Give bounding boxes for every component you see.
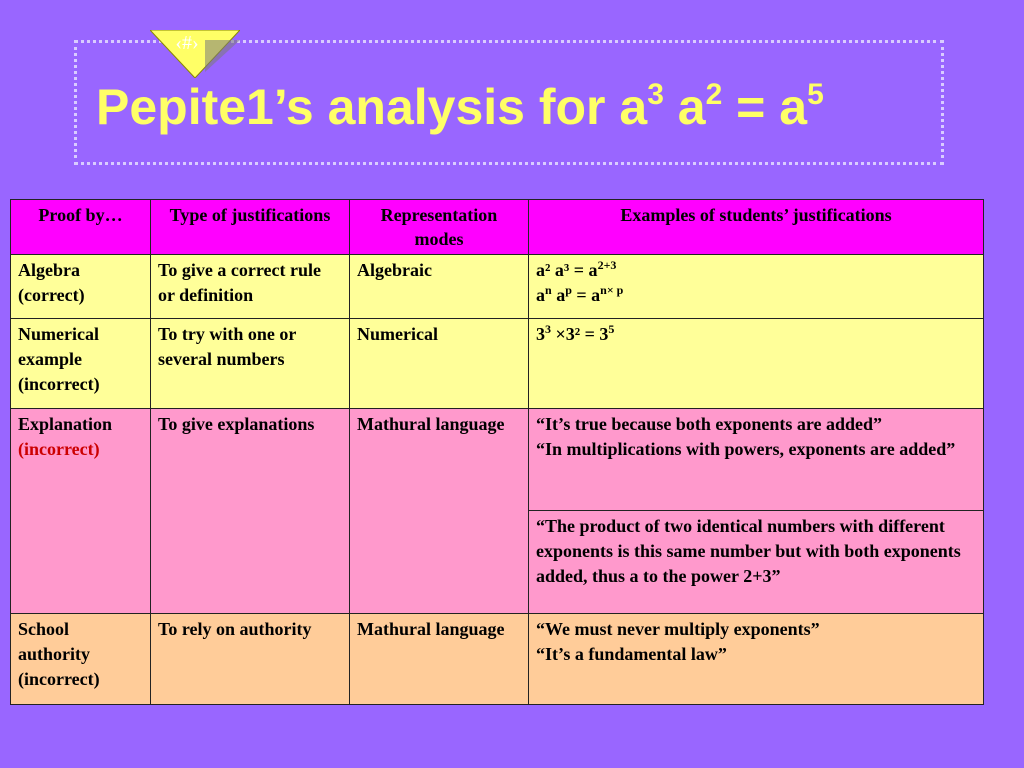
header-type: Type of justifications: [151, 200, 350, 255]
cell-example-school: “We must never multiply exponents” “It’s a fundamental law”: [529, 614, 984, 705]
cell-mode-explanation: Mathural language: [350, 409, 529, 614]
slide-number: ‹#›: [175, 32, 199, 54]
cell-proof-school: School authority (incorrect): [11, 614, 151, 705]
cell-type-explanation: To give explanations: [151, 409, 350, 614]
cell-example-algebra: a² $a^3 = a^{2+3}$ $a^n$ $a^p = a^{n\times p}$: [529, 255, 984, 319]
cell-type-algebra: To give a correct rule or definition: [151, 255, 350, 319]
page-title: Pepite1’s analysis for $a^3$ $a^2 = a^5$: [96, 78, 824, 135]
table-row-algebra: [11, 255, 984, 319]
header-proof-by: Proof by…: [11, 200, 151, 255]
header-modes: Representation modes: [350, 200, 529, 255]
table-header-row: [11, 200, 984, 255]
cell-mode-numerical: Numerical: [350, 319, 529, 409]
cell-example-numerical: $3^3 \times 3^2 = 3^5$: [529, 319, 984, 409]
table-row-numerical: [11, 319, 984, 409]
header-examples: Examples of students’ justifications: [529, 200, 984, 255]
cell-proof-numerical: Numerical example (incorrect): [11, 319, 151, 409]
cell-mode-school: Mathural language: [350, 614, 529, 705]
cell-type-numerical: To try with one or several numbers: [151, 319, 350, 409]
cell-type-school: To rely on authority: [151, 614, 350, 705]
analysis-table: [10, 199, 984, 705]
table-row-explanation: [11, 409, 984, 511]
cell-mode-algebra: Algebraic: [350, 255, 529, 319]
table-row-school: [11, 614, 984, 705]
cell-proof-explanation: Explanation (incorrect): [11, 409, 151, 614]
cell-example-explanation-1: “It’s true because both exponents are added” “In multiplications with powers, exponents are added”: [529, 409, 984, 511]
cell-example-explanation-2: “The product of two identical numbers with different exponents is this same number but with both exponents added, thus a to the power 2+3”: [529, 511, 984, 614]
cell-proof-algebra: Algebra (correct): [11, 255, 151, 319]
